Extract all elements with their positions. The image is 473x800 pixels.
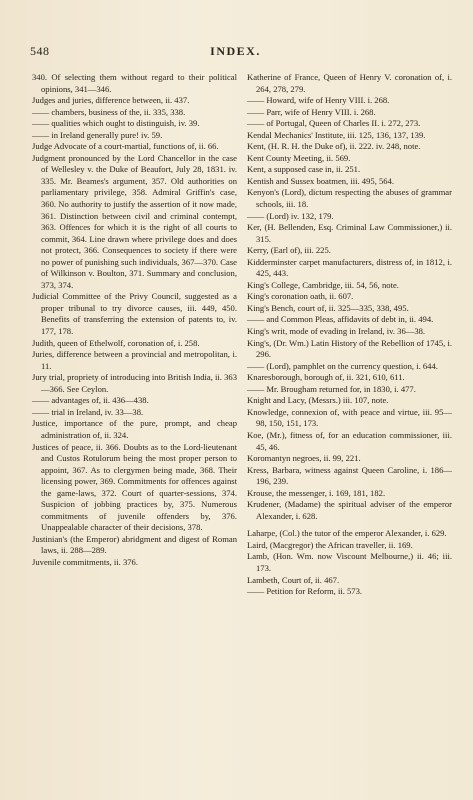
- index-entry: Laharpe, (Col.) the tutor of the emperor Alexander, i. 629.: [247, 528, 447, 539]
- index-entry: —— (Lord) iv. 132, 179.: [247, 210, 334, 221]
- index-entry: Judgment pronounced by the Lord Chancellor in the case of Wellesley v. the Duke of Beaufort, July 28, 1831. iv. 335. Mr. Beames's argument, 357. Old authorities on parliamentary privilege, 358. Admiral Griffin's case, 360. No authority to justify the assertion of it now made, 361. Distinction between civil and criminal contempt, 363. Offences for which it is the right of all courts to commit, 364. Line drawn where privilege does and does not protect, 366. Consequences to society if there were no power of punishing such individuals, 367—370. Case of Wilkinson v. Boulton, 371. Summary and conclusion, 373, 374.: [32, 152, 237, 290]
- index-entry: Judicial Committee of the Privy Council, suggested as a proper tribunal to try divorce causes, iii. 449, 450. Benefits of transferring the extension of patents to, iv. 177, 178.: [32, 291, 237, 337]
- index-entry: Koe, (Mr.), fitness of, for an education commissioner, iii. 45, 46.: [247, 429, 452, 452]
- index-entry: Justinian's (the Emperor) abridgment and digest of Roman laws, ii. 288—289.: [32, 533, 237, 556]
- index-entry: Kerry, (Earl of), iii. 225.: [247, 245, 331, 256]
- index-entry: Jury trial, propriety of introducing into British India, ii. 363—366. See Ceylon.: [32, 372, 237, 394]
- index-entry: Lamb, (Hon. Wm. now Viscount Melbourne,) ii. 46; iii. 173.: [247, 551, 452, 573]
- index-entry: Krouse, the messenger, i. 169, 181, 182.: [247, 487, 386, 498]
- left-column: [32, 72, 237, 569]
- index-entry: Kendal Mechanics' Institute, iii. 125, 136, 137, 139.: [247, 129, 426, 140]
- index-entry: King's, (Dr. Wm.) Latin History of the Rebellion of 1745, i. 296.: [247, 337, 452, 360]
- index-entry: Knight and Lacy, (Messrs.) iii. 107, note.: [247, 395, 389, 406]
- index-entry: Judges and juries, difference between, ii. 437.: [32, 95, 190, 106]
- index-entry: Krudener, (Madame) the spiritual adviser of the emperor Alexander, i. 628.: [247, 499, 452, 521]
- index-entry: —— qualities which ought to distinguish, iv. 39.: [32, 118, 200, 129]
- index-entry: Justices of peace, ii. 366. Doubts as to the Lord-lieutenant and Custos Rotulorum being the most proper person to appoint, 367. As to clergymen being made, 368. Their licensing power, 369. Commitments for offences against the game-laws, 372. Court of quarter-sessions, 374. Suspicion of jobbing practices by, 375. Numerous commitments of juvenile offenders by, 376. Unappealable character of their decisions, 378.: [32, 441, 237, 533]
- index-entry: —— in Ireland generally pure! iv. 59.: [32, 129, 163, 140]
- index-entry: Juries, difference between a provincial and metropolitan, i. 11.: [32, 349, 237, 371]
- index-entry: Kent, a supposed case in, ii. 251.: [247, 164, 361, 175]
- index-entry: Kent County Meeting, ii. 569.: [247, 152, 351, 163]
- index-entry: Kidderminster carpet manufacturers, distress of, in 1812, i. 425, 443.: [247, 256, 452, 279]
- index-entry: —— advantages of, ii. 436—438.: [32, 395, 149, 406]
- index-entry: —— of Portugal, Queen of Charles II. i. 272, 273.: [247, 118, 421, 129]
- index-entry: Ker, (H. Bellenden, Esq. Criminal Law Commissioner,) ii. 315.: [247, 222, 452, 244]
- index-entry: Katherine of France, Queen of Henry V. coronation of, i. 264, 278, 279.: [247, 72, 452, 94]
- index-entry: —— Mr. Brougham returned for, in 1830, i. 477.: [247, 383, 416, 394]
- index-entry: King's writ, mode of evading in Ireland, iv. 36—38.: [247, 326, 426, 337]
- index-entry: Justice, importance of the pure, prompt, and cheap administration of, ii. 324.: [32, 418, 237, 440]
- index-entry: Kenyon's (Lord), dictum respecting the abuses of grammar schools, iii. 18.: [247, 187, 452, 210]
- index-entry: —— (Lord), pamphlet on the currency question, i. 644.: [247, 360, 438, 371]
- index-entry: Laird, (Macgregor) the African traveller, ii. 169.: [247, 539, 413, 550]
- index-entry: —— trial in Ireland, iv. 33—38.: [32, 406, 144, 417]
- index-entry: Kress, Barbara, witness against Queen Caroline, i. 186—196, 239.: [247, 464, 452, 487]
- index-entry: Knaresborough, borough of, ii. 321, 610, 611.: [247, 372, 405, 383]
- index-entry: Judith, queen of Ethelwolf, coronation of, i. 258.: [32, 337, 200, 348]
- index-entry: Kentish and Sussex boatmen, iii. 495, 564.: [247, 175, 395, 186]
- index-entry: Knowledge, connexion of, with peace and virtue, iii. 95—98, 150, 151, 173.: [247, 406, 452, 429]
- index-entry: Koromantyn negroes, ii. 99, 221.: [247, 453, 361, 464]
- index-entry: —— Petition for Reform, ii. 573.: [247, 586, 363, 597]
- index-entry: —— chambers, business of the, ii. 335, 338.: [32, 106, 186, 117]
- index-entry: 340. Of selecting them without regard to their political opinions, 341—346.: [32, 72, 237, 94]
- index-entry: —— and Common Pleas, affidavits of debt in, ii. 494.: [247, 314, 434, 325]
- index-entry: King's Bench, court of, ii. 325—335, 338, 495.: [247, 302, 409, 313]
- page-number: 548: [30, 44, 50, 58]
- index-entry: —— Howard, wife of Henry VIII. i. 268.: [247, 95, 390, 106]
- index-entry: Kent, (H. R. H. the Duke of), ii. 222. iv. 248, note.: [247, 141, 421, 152]
- index-entry: Judge Advocate of a court-martial, functions of, ii. 66.: [32, 141, 219, 152]
- running-head-title: INDEX.: [210, 44, 261, 58]
- index-entry: King's College, Cambridge, iii. 54, 56, note.: [247, 279, 399, 290]
- index-entry: —— Parr, wife of Henry VIII. i. 268.: [247, 106, 376, 117]
- index-entry: Juvenile commitments, ii. 376.: [32, 556, 138, 567]
- right-column: [247, 72, 452, 598]
- index-entry: King's coronation oath, ii. 607.: [247, 291, 354, 302]
- index-entry: Lambeth, Court of, ii. 467.: [247, 574, 340, 585]
- page-header: [30, 44, 441, 60]
